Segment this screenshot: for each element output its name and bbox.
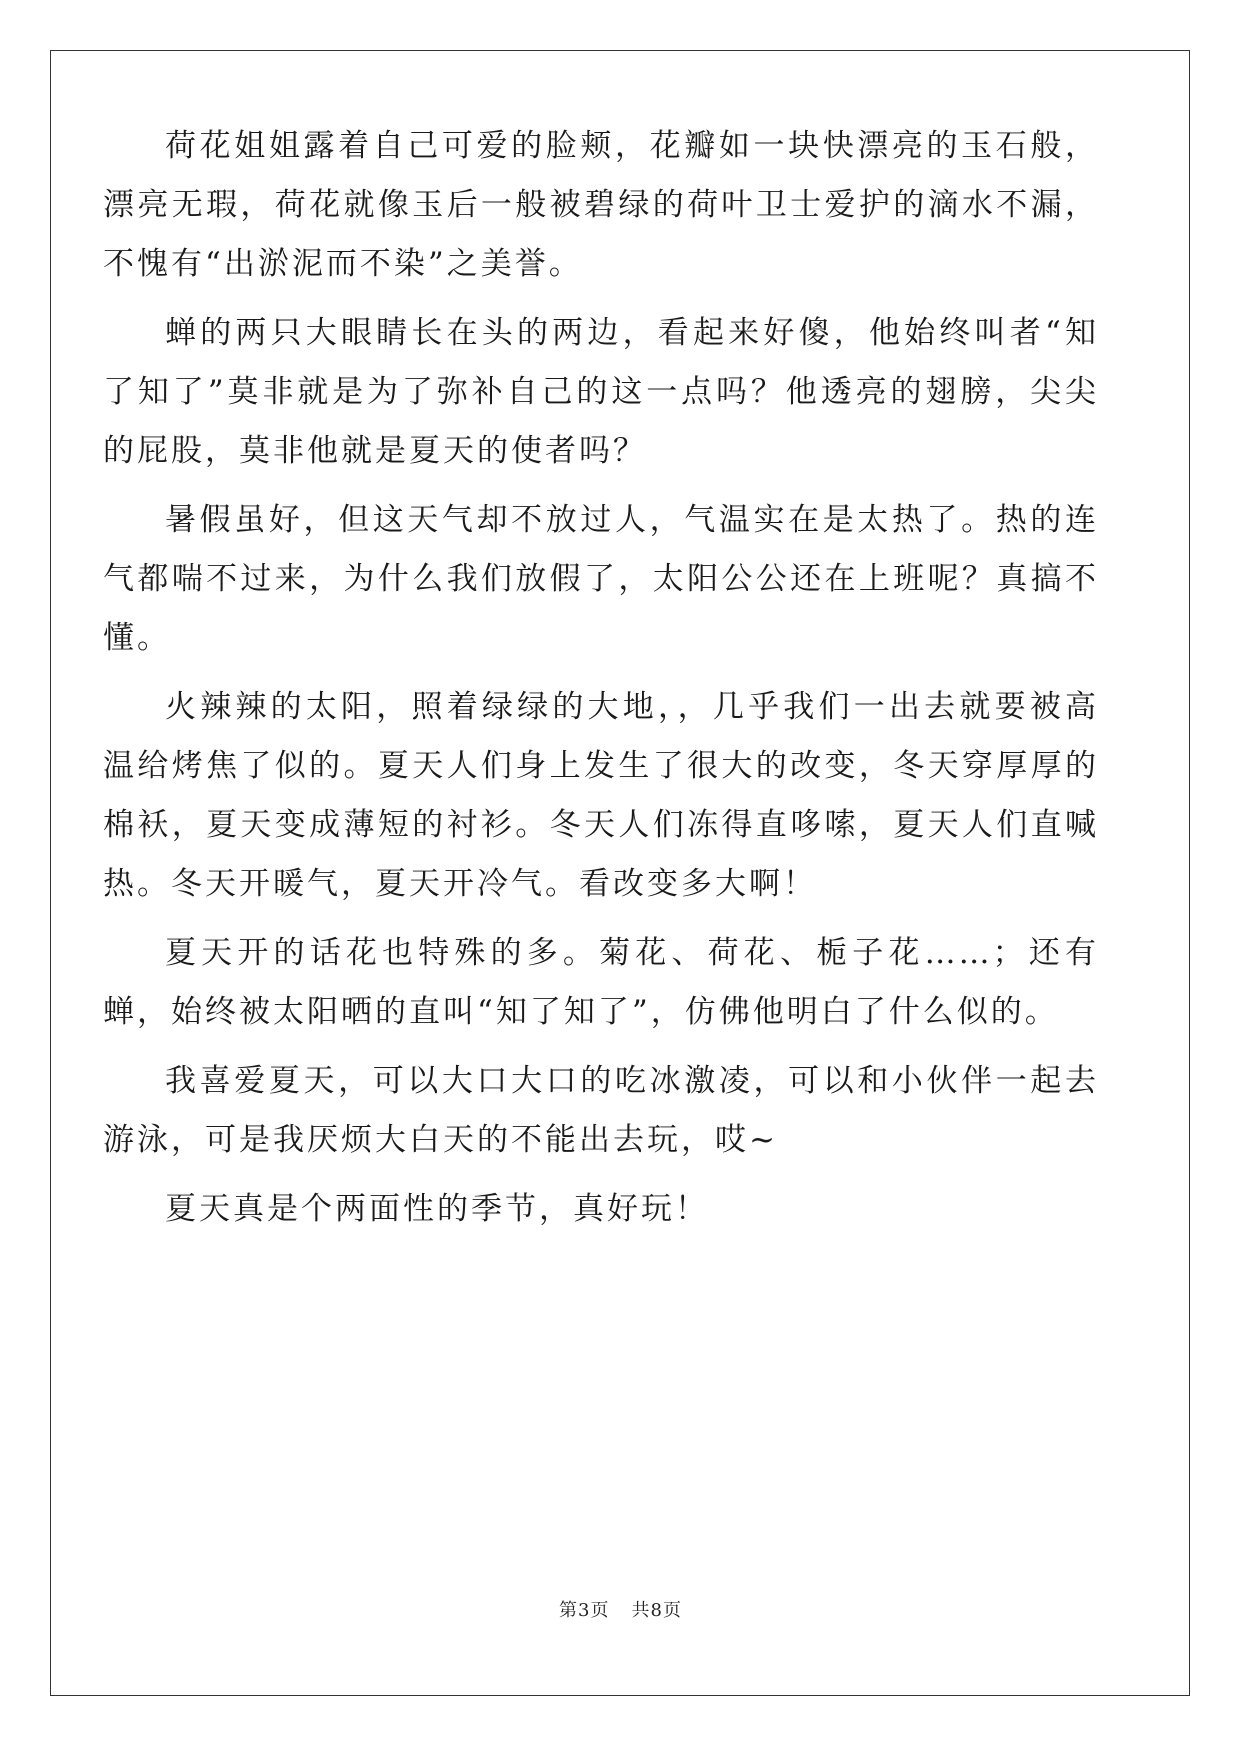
page-footer <box>0 1596 1241 1622</box>
paragraph: 蝉的两只大眼睛长在头的两边，看起来好傻，他始终叫者“知了知了”莫非就是为了弥补自己的这一点吗？他透亮的翅膀，尖尖的屁股，莫非他就是夏天的使者吗？ <box>103 315 1099 469</box>
paragraph: 夏天真是个两面性的季节，真好玩！ <box>165 1191 709 1227</box>
paragraph: 暑假虽好，但这天气却不放过人，气温实在是太热了。热的连气都喘不过来，为什么我们放假了，太阳公公还在上班呢？真搞不懂。 <box>103 502 1099 656</box>
page-number: 第3页 <box>559 1600 610 1621</box>
paragraph: 火辣辣的太阳，照着绿绿的大地，，几乎我们一出去就要被高温给烤焦了似的。夏天人们身上发生了很大的改变，冬天穿厚厚的棉袄，夏天变成薄短的衬衫。冬天人们冻得直哆嗦，夏天人们直喊热。冬天开暖气，夏天开冷气。看改变多大啊！ <box>103 689 1099 902</box>
paragraph: 夏天开的话花也特殊的多。菊花、荷花、栀子花……；还有蝉，始终被太阳晒的直叫“知了知了”，仿佛他明白了什么似的。 <box>103 935 1099 1030</box>
document-body <box>103 117 1099 1249</box>
page-total: 共8页 <box>631 1600 682 1621</box>
paragraph: 荷花姐姐露着自己可爱的脸颊，花瓣如一块快漂亮的玉石般，漂亮无瑕，荷花就像玉后一般被碧绿的荷叶卫士爱护的滴水不漏，不愧有“出淤泥而不染”之美誉。 <box>103 128 1099 282</box>
paragraph: 我喜爱夏天，可以大口大口的吃冰激凌，可以和小伙伴一起去游泳，可是我厌烦大白天的不能出去玩，哎~ <box>103 1063 1099 1158</box>
